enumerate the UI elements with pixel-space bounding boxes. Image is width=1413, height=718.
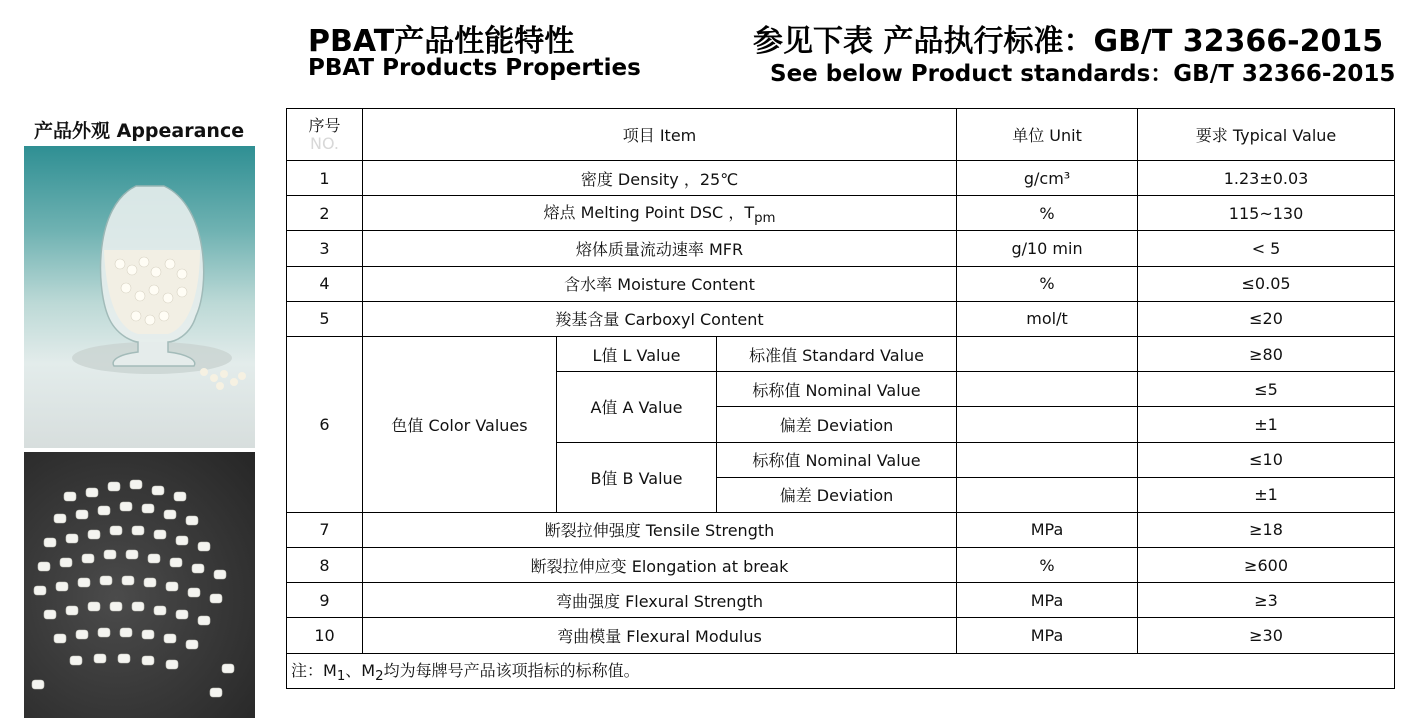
table-row xyxy=(287,618,1395,653)
color-no: 6 xyxy=(287,336,363,512)
note-prefix: 注：M xyxy=(291,660,337,680)
page-title-en: PBAT Products Properties xyxy=(308,55,641,81)
color-label: 色值 Color Values xyxy=(363,336,557,512)
row-unit: mol/t xyxy=(957,301,1138,336)
header-item: 项目 Item xyxy=(363,109,957,161)
table-row xyxy=(287,196,1395,231)
header-no-en: NO. xyxy=(310,133,339,153)
color-a-nominal-value: ≤5 xyxy=(1138,372,1395,407)
row-item: 断裂拉伸强度 Tensile Strength xyxy=(363,512,957,547)
row-value: ≤20 xyxy=(1138,301,1395,336)
color-a-nominal-unit xyxy=(957,372,1138,407)
product-photo-pellets xyxy=(24,452,255,718)
row-no: 4 xyxy=(287,266,363,301)
color-a-label: A值 A Value xyxy=(557,372,717,442)
row-item: 含水率 Moisture Content xyxy=(363,266,957,301)
row-item: 弯曲强度 Flexural Strength xyxy=(363,583,957,618)
color-b-label: B值 B Value xyxy=(557,442,717,512)
table-note xyxy=(287,653,1395,688)
pellets-illustration xyxy=(24,452,255,718)
row-no: 2 xyxy=(287,196,363,231)
row-item: 密度 Density ，25℃ xyxy=(363,161,957,196)
properties-table xyxy=(286,108,1395,689)
note-row xyxy=(287,653,1395,688)
row-value: ≥3 xyxy=(1138,583,1395,618)
row-unit: MPa xyxy=(957,618,1138,653)
table-row xyxy=(287,301,1395,336)
table-row xyxy=(287,231,1395,266)
row-unit: MPa xyxy=(957,583,1138,618)
header-no-cn: 序号 xyxy=(308,115,341,135)
row-no: 3 xyxy=(287,231,363,266)
row-no: 5 xyxy=(287,301,363,336)
row-no: 10 xyxy=(287,618,363,653)
row-item xyxy=(363,196,957,231)
color-row-l xyxy=(287,336,1395,371)
color-b-nominal-value: ≤10 xyxy=(1138,442,1395,477)
row-unit: MPa xyxy=(957,512,1138,547)
color-l-unit xyxy=(957,336,1138,371)
row-unit: g/10 min xyxy=(957,231,1138,266)
row-item: 熔体质量流动速率 MFR xyxy=(363,231,957,266)
row-value: 115~130 xyxy=(1138,196,1395,231)
color-b-nominal-unit xyxy=(957,442,1138,477)
appearance-label: 产品外观 Appearance xyxy=(34,120,245,142)
flask-illustration xyxy=(24,146,255,448)
color-l-standard: 标准值 Standard Value xyxy=(717,336,957,371)
row-no: 1 xyxy=(287,161,363,196)
row-unit: % xyxy=(957,196,1138,231)
product-photo-flask xyxy=(24,146,255,448)
color-l-value: ≥80 xyxy=(1138,336,1395,371)
color-a-deviation: 偏差 Deviation xyxy=(717,407,957,442)
row-value: ≥30 xyxy=(1138,618,1395,653)
row-item: 断裂拉伸应变 Elongation at break xyxy=(363,548,957,583)
row-value: 1.23±0.03 xyxy=(1138,161,1395,196)
row-item-main: 熔点 Melting Point DSC ，T xyxy=(543,203,755,223)
note-mid: 、M xyxy=(345,660,376,680)
standard-cn: 参见下表 产品执行标准：GB/T 32366-2015 xyxy=(753,24,1384,59)
table-row xyxy=(287,512,1395,547)
header-no xyxy=(287,109,363,161)
color-l-label: L值 L Value xyxy=(557,336,717,371)
row-value: ≤0.05 xyxy=(1138,266,1395,301)
table-row xyxy=(287,583,1395,618)
row-value: < 5 xyxy=(1138,231,1395,266)
row-value: ≥18 xyxy=(1138,512,1395,547)
color-a-deviation-unit xyxy=(957,407,1138,442)
color-b-deviation-value: ±1 xyxy=(1138,477,1395,512)
table-header-row xyxy=(287,109,1395,161)
row-item-subscript: pm xyxy=(754,211,776,227)
table-row xyxy=(287,548,1395,583)
row-value: ≥600 xyxy=(1138,548,1395,583)
note-suffix: 均为每牌号产品该项指标的标称值。 xyxy=(383,660,640,680)
note-sub-2: 2 xyxy=(375,668,384,684)
row-unit: % xyxy=(957,548,1138,583)
color-a-nominal: 标称值 Nominal Value xyxy=(717,372,957,407)
note-sub-1: 1 xyxy=(336,668,346,684)
row-unit: g/cm³ xyxy=(957,161,1138,196)
color-b-nominal: 标称值 Nominal Value xyxy=(717,442,957,477)
table-row xyxy=(287,266,1395,301)
row-item: 羧基含量 Carboxyl Content xyxy=(363,301,957,336)
row-item: 弯曲模量 Flexural Modulus xyxy=(363,618,957,653)
color-b-deviation: 偏差 Deviation xyxy=(717,477,957,512)
row-no: 7 xyxy=(287,512,363,547)
table-row xyxy=(287,161,1395,196)
header-unit: 单位 Unit xyxy=(957,109,1138,161)
row-no: 9 xyxy=(287,583,363,618)
page-title-cn: PBAT产品性能特性 xyxy=(308,24,575,59)
standard-en: See below Product standards：GB/T 32366-2015 xyxy=(770,61,1396,87)
row-no: 8 xyxy=(287,548,363,583)
header-value: 要求 Typical Value xyxy=(1138,109,1395,161)
row-unit: % xyxy=(957,266,1138,301)
color-a-deviation-value: ±1 xyxy=(1138,407,1395,442)
color-b-deviation-unit xyxy=(957,477,1138,512)
